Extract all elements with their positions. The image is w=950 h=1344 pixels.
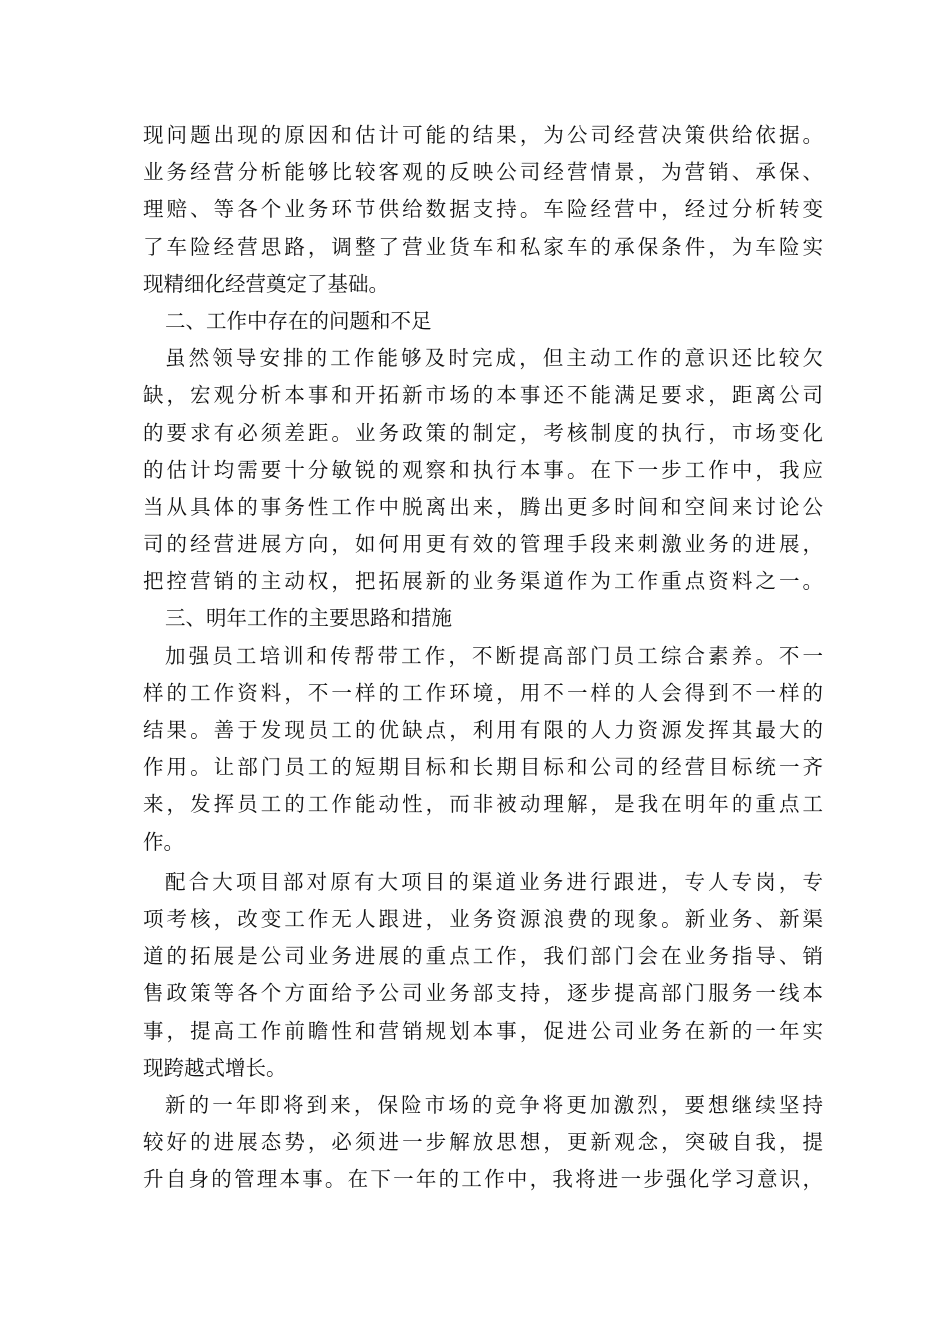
section-heading: 二、工作中存在的问题和不足 (165, 308, 432, 333)
text-line: 来，发挥员工的工作能动性，而非被动理解，是我在明年的重点工 (143, 792, 823, 817)
text-line: 作用。让部门员工的短期目标和长期目标和公司的经营目标统一齐 (143, 755, 823, 780)
text-line: 理赔、等各个业务环节供给数据支持。车险经营中，经过分析转变 (143, 197, 823, 222)
text-line: 现问题出现的原因和估计可能的结果，为公司经营决策供给依据。 (143, 123, 823, 147)
text-line: 司的经营进展方向，如何用更有效的管理手段来刺激业务的进展， (143, 532, 823, 557)
text-line: 较好的进展态势，必须进一步解放思想，更新观念，突破自我，提 (143, 1130, 823, 1155)
text-line: 结果。善于发现员工的优缺点，利用有限的人力资源发挥其最大的 (143, 718, 823, 742)
text-line: 项考核，改变工作无人跟进，业务资源浪费的现象。新业务、新渠 (143, 906, 823, 931)
text-line: 新的一年即将到来，保险市场的竞争将更加激烈，要想继续坚持 (165, 1092, 823, 1117)
text-line: 缺，宏观分析本事和开拓新市场的本事还不能满足要求，距离公司 (143, 383, 823, 408)
text-line: 道的拓展是公司业务进展的重点工作，我们部门会在业务指导、销 (143, 944, 823, 969)
text-line: 业务经营分析能够比较客观的反映公司经营情景，为营销、承保、 (143, 160, 823, 185)
text-line: 把控营销的主动权，把拓展新的业务渠道作为工作重点资料之一。 (143, 569, 823, 594)
text-line: 现跨越式增长。 (143, 1055, 287, 1080)
text-line: 的估计均需要十分敏锐的观察和执行本事。在下一步工作中，我应 (143, 457, 823, 482)
text-line: 配合大项目部对原有大项目的渠道业务进行跟进，专人专岗，专 (165, 869, 823, 894)
text-line: 升自身的管理本事。在下一年的工作中，我将进一步强化学习意识， (143, 1167, 823, 1192)
text-line: 的要求有必须差距。业务政策的制定，考核制度的执行，市场变化 (143, 420, 823, 445)
document-body (143, 117, 823, 1198)
text-line: 样的工作资料，不一样的工作环境，用不一样的人会得到不一样的 (143, 680, 823, 705)
text-line: 当从具体的事务性工作中脱离出来，腾出更多时间和空间来讨论公 (143, 494, 823, 519)
text-line: 了车险经营思路，调整了营业货车和私家车的承保条件，为车险实 (143, 234, 823, 259)
text-line: 售政策等各个方面给予公司业务部支持，逐步提高部门服务一线本 (143, 981, 823, 1006)
text-line: 虽然领导安排的工作能够及时完成，但主动工作的意识还比较欠 (165, 346, 823, 371)
text-line: 现精细化经营奠定了基础。 (143, 271, 389, 296)
text-line: 加强员工培训和传帮带工作，不断提高部门员工综合素养。不一 (165, 643, 823, 668)
section-heading: 三、明年工作的主要思路和措施 (165, 606, 452, 631)
text-line: 作。 (143, 829, 184, 854)
text-line: 事，提高工作前瞻性和营销规划本事，促进公司业务在新的一年实 (143, 1018, 823, 1043)
